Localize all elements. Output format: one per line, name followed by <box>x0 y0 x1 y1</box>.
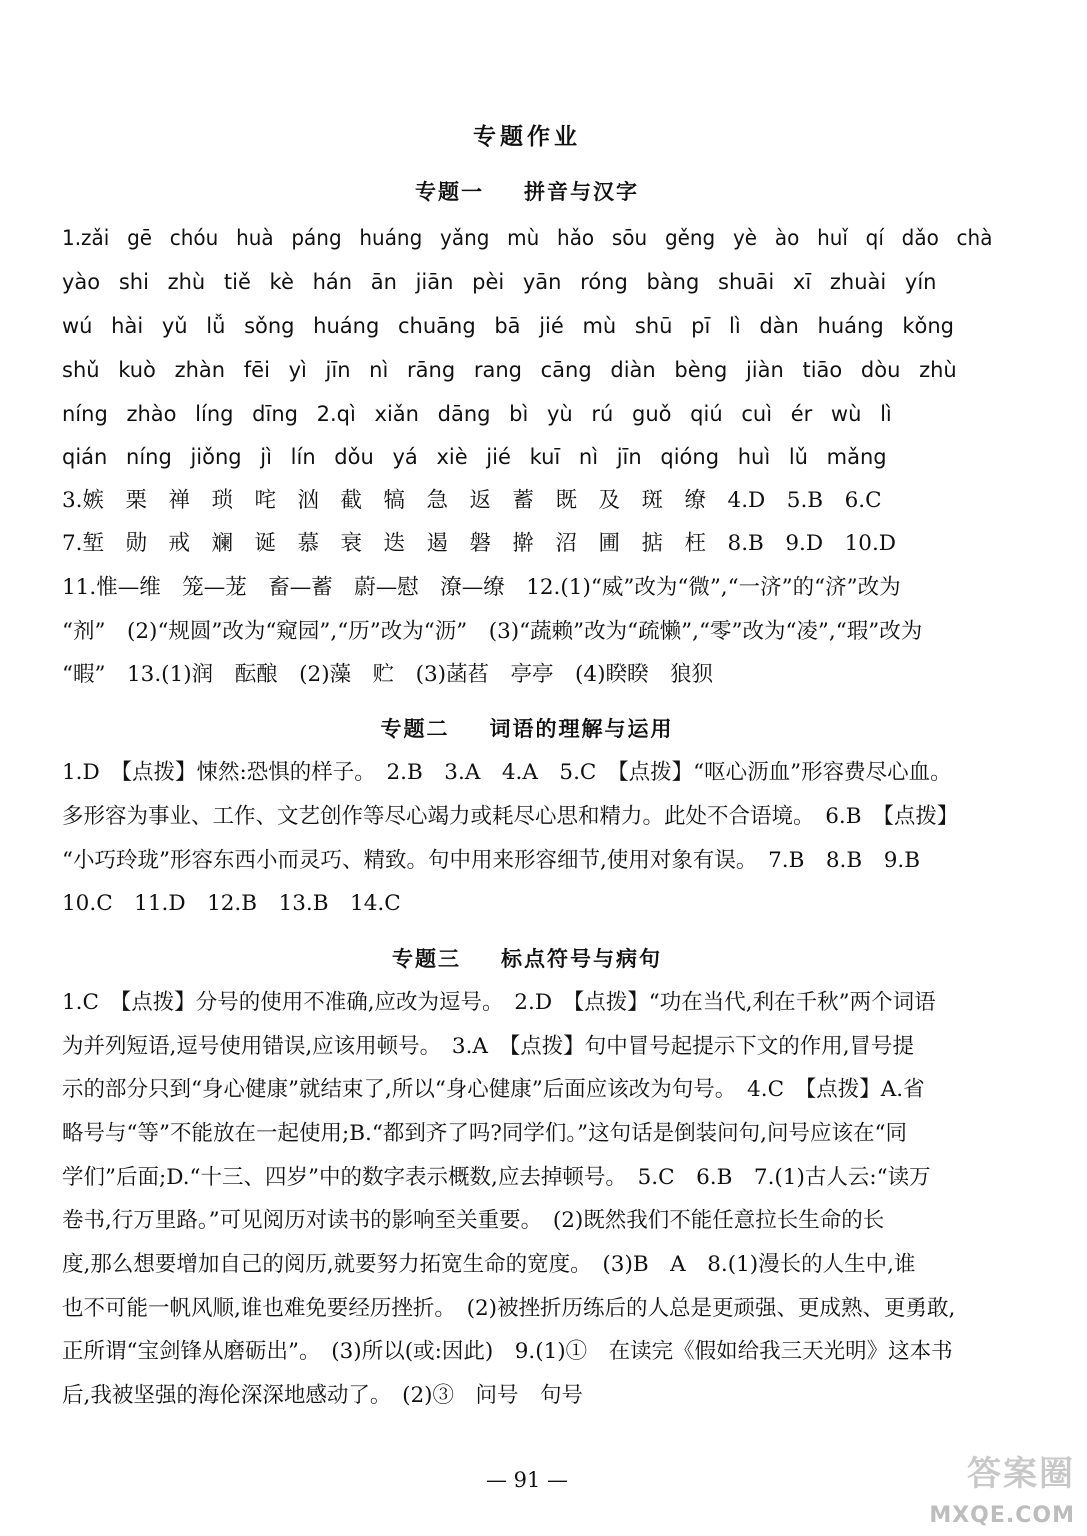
answer-line: 度,那么想要增加自己的阅历,就要努力拓宽生命的宽度。 (3)B A 8.(1)漫长的人生中,谁 <box>62 1252 916 1277</box>
answer-line: 7.堑 勋 戒 斓 诞 慕 衰 迭 遏 磐 擀 沼 圃 掂 枉 8.B 9.D 10.D <box>62 531 897 556</box>
answer-line: 卷书,行万里路。”可见阅历对读书的影响至关重要。 (2)既然我们不能任意拉长生命的长 <box>62 1208 885 1233</box>
answer-line: yào shi zhù tiě kè hán ān jiān pèi yān róng bàng shuāi xī zhuài yín <box>62 270 937 294</box>
page-title: 专题作业 <box>473 123 581 150</box>
answer-line: 为并列短语,逗号使用错误,应该用顿号。 3.A 【点拨】句中冒号起提示下文的作用,冒号提 <box>62 1034 915 1059</box>
answer-line: 多形容为事业、工作、文艺创作等尽心竭力或耗尽心思和精力。此处不合语境。 6.B 【点拨】 <box>62 804 959 829</box>
answer-line: “暇” 13.(1)润 酝酿 (2)藻 贮 (3)菡萏 亭亭 (4)睽睽 狼狈 <box>62 662 713 687</box>
answer-line: wú hài yǔ lǚ sǒng huáng chuāng bā jié mù shū pī lì dàn huáng kǒng <box>62 314 954 338</box>
answer-line: 也不可能一帆风顺,谁也难免要经历挫折。 (2)被挫折历练后的人总是更顽强、更成熟、更勇敢, <box>62 1296 956 1321</box>
answer-line: níng zhào líng dīng 2.qì xiǎn dāng bì yù rú guǒ qiú cuì ér wù lì <box>62 402 892 426</box>
watermark-glyphs: 答案圈 <box>967 1454 1075 1494</box>
answer-line: qián níng jiǒng jì lín dǒu yá xiè jié kuī nì jīn qióng huì lǔ mǎng <box>62 445 887 469</box>
answer-line: 3.嫉 栗 禅 琐 咤 汹 截 犒 急 返 蓄 既 及 斑 缭 4.D 5.B 6.C <box>62 488 882 513</box>
section-3-title: 专题三 标点符号与病句 <box>392 946 662 971</box>
answer-line: 后,我被坚强的海伦深深地感动了。 (2)③ 问号 句号 <box>62 1383 584 1408</box>
answer-line: “剂” (2)“规圆”改为“窥园”,“历”改为“沥” (3)“蔬赖”改为“疏懒”,“零”改为“凌”,“瑕”改为 <box>62 619 923 644</box>
answer-line: 10.C 11.D 12.B 13.B 14.C <box>62 891 401 916</box>
answer-line: 示的部分只到“身心健康”就结束了,所以“身心健康”后面应该改为句号。 4.C 【点拨】A.省 <box>62 1077 925 1102</box>
section-1-title: 专题一 拼音与汉字 <box>415 179 639 204</box>
answer-line: 正所谓“宝剑锋从磨砺出”。 (3)所以(或:因此) 9.(1)① 在读完《假如给我三天光明》这本书 <box>62 1339 953 1364</box>
answer-line: 1.zǎi gē chóu huà páng huáng yǎng mù hǎo sōu gěng yè ào huǐ qí dǎo chà <box>62 226 993 250</box>
answer-line: 1.D 【点拨】悚然:恐惧的样子。 2.B 3.A 4.A 5.C 【点拨】“呕心沥血”形容费尽心血。 <box>62 760 952 785</box>
page-number: — 91 — <box>485 1468 569 1492</box>
answer-line: shǔ kuò zhàn fēi yì jīn nì rāng rang cāng diàn bèng jiàn tiāo dòu zhù <box>62 358 957 382</box>
answer-line: 1.C 【点拨】分号的使用不准确,应改为逗号。 2.D 【点拨】“功在当代,利在千秋”两个词语 <box>62 990 936 1015</box>
answer-line: 略号与“等”不能放在一起使用;B.“都到齐了吗?同学们。”这句话是倒装问句,问号应该在“同 <box>62 1121 907 1146</box>
answer-line: 学们”后面;D.“十三、四岁”中的数字表示概数,应去掉顿号。 5.C 6.B 7.(1)古人云:“读万 <box>62 1165 931 1190</box>
watermark-logo <box>929 1446 1079 1528</box>
answer-line: 11.惟—维 笼—茏 畜—蓄 蔚—慰 潦—缭 12.(1)“威”改为“微”,“一济”的“济”改为 <box>62 575 901 600</box>
watermark-text: MXQE.COM <box>929 1503 1075 1528</box>
section-2-title: 专题二 词语的理解与运用 <box>380 716 674 741</box>
answer-line: “小巧玲珑”形容东西小而灵巧、精致。句中用来形容细节,使用对象有误。 7.B 8.B 9.B <box>62 848 921 873</box>
